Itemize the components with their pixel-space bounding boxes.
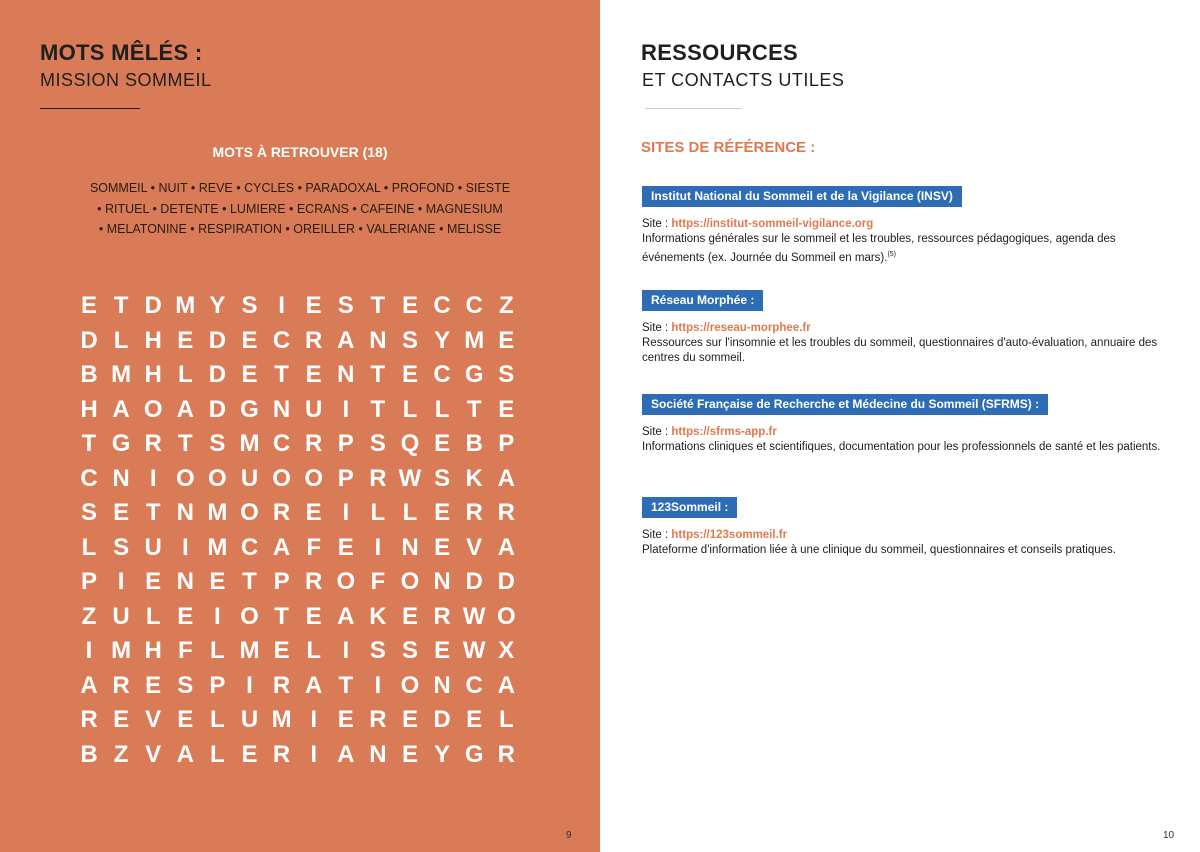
grid-letter: Z bbox=[113, 740, 129, 768]
grid-letter: U bbox=[112, 602, 130, 630]
grid-letter: S bbox=[241, 292, 258, 319]
grid-letter: R bbox=[272, 740, 291, 768]
grid-letter: L bbox=[210, 706, 225, 733]
resource-label: Société Française de Recherche et Médecine du Sommeil (SFRMS) : bbox=[642, 394, 1048, 415]
grid-letter: E bbox=[80, 292, 97, 319]
grid-letter: T bbox=[370, 292, 386, 319]
grid-letter: D bbox=[80, 326, 98, 354]
grid-letter: S bbox=[369, 430, 386, 457]
grid-letter: A bbox=[305, 671, 323, 699]
grid-letter: F bbox=[177, 637, 193, 664]
page-subtitle: MISSION SOMMEIL bbox=[40, 70, 212, 90]
page-title: MOTS MÊLÉS : bbox=[40, 40, 203, 65]
grid-letter: E bbox=[401, 602, 418, 630]
grid-letter: W bbox=[398, 464, 422, 492]
grid-letter: V bbox=[145, 706, 162, 733]
grid-letter: E bbox=[401, 361, 418, 388]
grid-letter: A bbox=[497, 464, 515, 492]
grid-letter: Y bbox=[434, 326, 451, 354]
grid-letter: M bbox=[175, 292, 196, 319]
grid-letter: D bbox=[497, 568, 515, 595]
grid-letter: A bbox=[337, 740, 355, 768]
grid-letter: I bbox=[342, 637, 350, 664]
grid-letter: E bbox=[401, 740, 418, 768]
grid-letter: V bbox=[145, 740, 162, 768]
grid-letter: I bbox=[342, 395, 350, 423]
grid-letter: E bbox=[209, 568, 226, 595]
grid-letter: L bbox=[402, 499, 418, 526]
site-prefix: Site : bbox=[642, 426, 672, 438]
grid-letter: E bbox=[401, 292, 418, 319]
site-prefix: Site : bbox=[642, 529, 672, 541]
grid-letter: O bbox=[304, 464, 324, 492]
resource-card bbox=[642, 290, 1162, 366]
grid-letter: A bbox=[176, 395, 194, 423]
grid-letter: G bbox=[240, 395, 259, 423]
grid-letter: E bbox=[305, 361, 322, 388]
words-heading: MOTS À RETROUVER (18) bbox=[212, 144, 388, 160]
grid-letter: A bbox=[112, 395, 130, 423]
grid-letter: H bbox=[144, 361, 162, 388]
grid-letter: T bbox=[81, 430, 97, 457]
grid-letter: R bbox=[433, 602, 451, 630]
grid-letter: M bbox=[239, 430, 260, 457]
resource-site-line bbox=[642, 425, 1162, 440]
grid-letter: O bbox=[272, 464, 291, 492]
grid-letter: L bbox=[113, 326, 129, 354]
grid-letter: O bbox=[400, 671, 420, 699]
grid-letter: D bbox=[208, 395, 227, 423]
grid-letter: V bbox=[466, 533, 483, 561]
grid-letter: I bbox=[310, 706, 318, 733]
grid-letter: I bbox=[181, 533, 189, 561]
grid-letter: E bbox=[498, 395, 515, 423]
grid-letter: R bbox=[305, 568, 323, 595]
grid-letter: K bbox=[465, 464, 483, 492]
grid-letter: D bbox=[465, 568, 483, 595]
grid-letter: S bbox=[113, 533, 130, 561]
grid-letter: S bbox=[401, 637, 418, 664]
grid-letter: T bbox=[338, 671, 354, 699]
grid-letter: M bbox=[239, 637, 260, 664]
grid-letter: T bbox=[113, 292, 129, 319]
grid-letter: C bbox=[272, 326, 291, 354]
grid-letter: R bbox=[272, 671, 291, 699]
grid-letter: A bbox=[497, 533, 515, 561]
grid-letter: K bbox=[369, 602, 387, 630]
grid-letter: S bbox=[80, 499, 97, 526]
grid-letter: O bbox=[336, 568, 356, 595]
grid-letter: R bbox=[80, 706, 98, 733]
grid-letter: E bbox=[113, 706, 130, 733]
word-list-line: SOMMEIL • NUIT • REVE • CYCLES • PARADOXAL • PROFOND • SIESTE bbox=[89, 181, 511, 195]
grid-letter: N bbox=[272, 395, 291, 423]
grid-letter: A bbox=[80, 671, 98, 699]
grid-letter: C bbox=[465, 671, 483, 699]
resource-site-line bbox=[642, 528, 1162, 543]
grid-letter: R bbox=[465, 499, 483, 526]
grid-letter: H bbox=[144, 326, 162, 354]
grid-letter: G bbox=[111, 430, 131, 457]
page-subtitle: ET CONTACTS UTILES bbox=[642, 70, 845, 90]
grid-letter: W bbox=[462, 637, 486, 664]
grid-letter: C bbox=[465, 292, 483, 319]
grid-letter: I bbox=[310, 740, 318, 768]
grid-letter: B bbox=[465, 430, 483, 457]
grid-letter: F bbox=[306, 533, 322, 561]
grid-letter: B bbox=[80, 740, 98, 768]
grid-letter: M bbox=[271, 706, 292, 733]
grid-letter: P bbox=[498, 430, 515, 457]
grid-letter: N bbox=[176, 499, 194, 526]
grid-letter: N bbox=[433, 671, 451, 699]
grid-letter: T bbox=[370, 395, 386, 423]
grid-letter: L bbox=[370, 499, 386, 526]
grid-letter: T bbox=[370, 361, 386, 388]
grid-letter: E bbox=[434, 499, 451, 526]
grid-letter: X bbox=[498, 637, 515, 664]
resource-label: 123Sommeil : bbox=[642, 497, 737, 518]
grid-letter: R bbox=[305, 430, 323, 457]
page-number: 10 bbox=[1163, 830, 1175, 841]
grid-letter: L bbox=[210, 637, 225, 664]
grid-letter: W bbox=[462, 602, 486, 630]
page-title: RESSOURCES bbox=[641, 40, 799, 65]
grid-letter: L bbox=[306, 637, 322, 664]
grid-letter: S bbox=[177, 671, 194, 699]
grid-letter: A bbox=[497, 671, 515, 699]
grid-letter: U bbox=[144, 533, 162, 561]
grid-letter: U bbox=[240, 706, 259, 733]
grid-letter: P bbox=[337, 464, 354, 492]
grid-letter: U bbox=[305, 395, 323, 423]
grid-letter: T bbox=[177, 430, 193, 457]
grid-letter: Q bbox=[400, 430, 420, 457]
grid-letter: L bbox=[498, 706, 514, 733]
grid-letter: E bbox=[337, 533, 354, 561]
grid-letter: D bbox=[208, 361, 227, 388]
resource-site-line bbox=[642, 321, 1162, 336]
grid-letter: U bbox=[240, 464, 259, 492]
grid-letter: E bbox=[241, 326, 258, 354]
grid-letter: A bbox=[272, 533, 291, 561]
word-list-line: • RITUEL • DETENTE • LUMIERE • ECRANS • CAFEINE • MAGNESIUM bbox=[97, 201, 503, 216]
grid-letter: G bbox=[464, 740, 484, 768]
grid-letter: L bbox=[145, 602, 161, 630]
grid-letter: M bbox=[464, 326, 485, 354]
grid-letter: C bbox=[272, 430, 291, 457]
grid-letter: O bbox=[208, 464, 227, 492]
grid-letter: O bbox=[400, 568, 420, 595]
grid-letter: A bbox=[337, 326, 355, 354]
section-heading: SITES DE RÉFÉRENCE : bbox=[641, 139, 816, 156]
grid-letter: N bbox=[369, 740, 387, 768]
grid-letter: O bbox=[496, 602, 516, 630]
grid-letter: L bbox=[402, 395, 418, 423]
grid-letter: B bbox=[80, 361, 98, 388]
grid-letter: D bbox=[208, 326, 227, 354]
resource-description: Plateforme d'information liée à une clinique du sommeil, questionnaires et conseils pratiques. bbox=[642, 544, 1116, 556]
resource-link[interactable]: https://123sommeil.fr bbox=[671, 529, 788, 541]
grid-letter: I bbox=[374, 533, 382, 561]
grid-letter: I bbox=[342, 499, 350, 526]
grid-letter: N bbox=[433, 568, 451, 595]
grid-letter: M bbox=[207, 499, 228, 526]
grid-letter: R bbox=[272, 499, 291, 526]
resource-description: Informations cliniques et scientifiques, documentation pour les professionnels de santé et les patients. bbox=[642, 441, 1161, 453]
grid-letter: R bbox=[144, 430, 162, 457]
grid-letter: P bbox=[209, 671, 226, 699]
resource-description-text: Informations générales sur le sommeil et les troubles, ressources pédagogiques, agenda des événements (ex. Journée du Sommeil en mars). bbox=[642, 233, 1116, 264]
grid-letter: D bbox=[144, 292, 162, 319]
grid-letter: R bbox=[112, 671, 130, 699]
grid-letter: F bbox=[370, 568, 386, 595]
grid-letter: T bbox=[145, 499, 161, 526]
grid-letter: O bbox=[143, 395, 163, 423]
grid-letter: P bbox=[80, 568, 97, 595]
grid-letter: Y bbox=[434, 740, 451, 768]
word-list-line: • MELATONINE • RESPIRATION • OREILLER • VALERIANE • MELISSE bbox=[98, 222, 502, 236]
grid-letter: E bbox=[466, 706, 483, 733]
grid-letter: E bbox=[498, 326, 515, 354]
grid-letter: T bbox=[274, 602, 289, 630]
grid-letter: E bbox=[145, 568, 162, 595]
grid-letter: R bbox=[369, 464, 387, 492]
grid-letter: E bbox=[434, 533, 451, 561]
grid-letter: T bbox=[466, 395, 482, 423]
resource-link[interactable]: https://sfrms-app.fr bbox=[671, 426, 777, 438]
resource-link[interactable]: https://institut-sommeil-vigilance.org bbox=[671, 218, 874, 230]
grid-letter: H bbox=[80, 395, 98, 423]
resource-card bbox=[642, 186, 1162, 266]
grid-letter: I bbox=[85, 637, 93, 664]
grid-letter: C bbox=[433, 292, 451, 319]
grid-letter: E bbox=[177, 326, 194, 354]
grid-letter: S bbox=[337, 292, 354, 319]
resource-site-line bbox=[642, 217, 1162, 232]
grid-letter: E bbox=[177, 706, 194, 733]
grid-letter: O bbox=[240, 499, 259, 526]
site-prefix: Site : bbox=[642, 218, 672, 230]
grid-letter: A bbox=[176, 740, 194, 768]
site-prefix: Site : bbox=[642, 322, 672, 334]
grid-letter: I bbox=[149, 464, 157, 492]
grid-letter: L bbox=[434, 395, 450, 423]
grid-letter: L bbox=[177, 361, 193, 388]
grid-letter: E bbox=[273, 637, 290, 664]
grid-letter: E bbox=[145, 671, 162, 699]
grid-letter: H bbox=[144, 637, 162, 664]
grid-letter: T bbox=[274, 361, 289, 388]
grid-letter: Y bbox=[209, 292, 226, 319]
grid-letter: I bbox=[374, 671, 382, 699]
grid-letter: E bbox=[305, 602, 322, 630]
grid-letter: N bbox=[337, 361, 355, 388]
footnote-ref: (5) bbox=[887, 251, 897, 258]
grid-letter: E bbox=[177, 602, 194, 630]
resource-label: Institut National du Sommeil et de la Vigilance (INSV) bbox=[642, 186, 962, 207]
grid-letter: E bbox=[434, 430, 451, 457]
grid-letter: S bbox=[369, 637, 386, 664]
grid-letter: C bbox=[433, 361, 451, 388]
grid-letter: A bbox=[337, 602, 355, 630]
grid-letter: E bbox=[241, 361, 258, 388]
grid-letter: C bbox=[80, 464, 98, 492]
grid-letter: I bbox=[246, 671, 253, 699]
grid-letter: S bbox=[401, 326, 418, 354]
grid-letter: N bbox=[369, 326, 387, 354]
grid-letter: L bbox=[81, 533, 97, 561]
grid-letter: R bbox=[497, 499, 515, 526]
grid-letter: N bbox=[176, 568, 194, 595]
grid-letter: Z bbox=[498, 292, 514, 319]
grid-letter: E bbox=[337, 706, 354, 733]
grid-letter: C bbox=[240, 533, 259, 561]
resource-label: Réseau Morphée : bbox=[642, 290, 763, 311]
resource-description bbox=[642, 232, 1162, 266]
grid-letter: T bbox=[242, 568, 257, 595]
grid-letter: S bbox=[209, 430, 226, 457]
grid-letter: Z bbox=[81, 602, 97, 630]
title-divider bbox=[645, 108, 742, 109]
grid-letter: I bbox=[214, 602, 221, 630]
resource-card bbox=[642, 497, 1162, 558]
grid-letter: D bbox=[433, 706, 451, 733]
grid-letter: O bbox=[240, 602, 259, 630]
grid-letter: I bbox=[278, 292, 285, 319]
grid-letter: E bbox=[305, 292, 322, 319]
grid-letter: E bbox=[241, 740, 258, 768]
grid-letter: M bbox=[111, 637, 132, 664]
grid-letter: N bbox=[112, 464, 130, 492]
grid-letter: P bbox=[337, 430, 354, 457]
grid-letter: E bbox=[434, 637, 451, 664]
grid-letter: R bbox=[369, 706, 387, 733]
grid-letter: I bbox=[117, 568, 125, 595]
grid-letter: S bbox=[434, 464, 451, 492]
resource-description: Ressources sur l'insomnie et les troubles du sommeil, questionnaires d'auto-évaluation, annuaire des centres du sommeil. bbox=[642, 337, 1158, 364]
resource-link[interactable]: https://reseau-morphee.fr bbox=[671, 322, 811, 334]
grid-letter: L bbox=[210, 740, 225, 768]
grid-letter: N bbox=[401, 533, 419, 561]
grid-letter: M bbox=[207, 533, 228, 561]
grid-letter: R bbox=[497, 740, 515, 768]
grid-letter: R bbox=[305, 326, 323, 354]
grid-letter: G bbox=[464, 361, 484, 388]
page-number: 9 bbox=[566, 830, 572, 841]
grid-letter: E bbox=[305, 499, 322, 526]
grid-letter: P bbox=[273, 568, 290, 595]
grid-letter: E bbox=[401, 706, 418, 733]
grid-letter: S bbox=[498, 361, 515, 388]
grid-letter: O bbox=[175, 464, 195, 492]
grid-letter: E bbox=[113, 499, 130, 526]
grid-letter: M bbox=[111, 361, 132, 388]
resource-card bbox=[642, 394, 1162, 455]
